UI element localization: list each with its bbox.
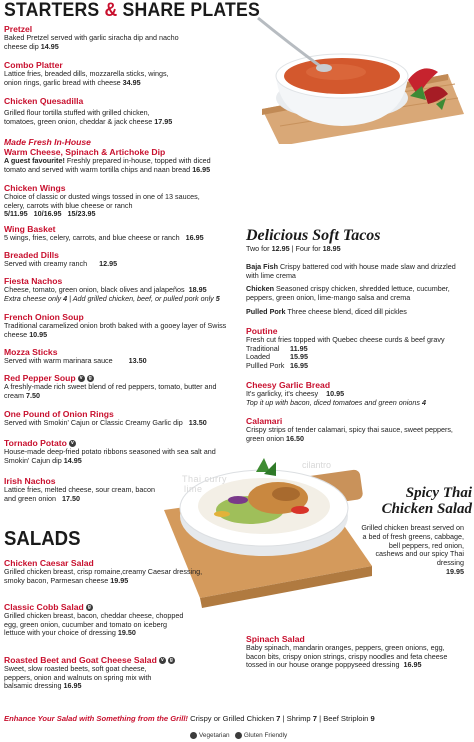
price: 14.95: [40, 41, 59, 51]
menu-item-classic-cobb-salad: Classic Cobb Salad g Grilled chicken breast, bacon, cheddar cheese, chopped egg, green onion, cucumber and tomato on iceberg lettuce with your choice of dressing 19.50: [4, 602, 184, 638]
menu-item-cheesy-garlic-bread: Cheesy Garlic Bread It's garlicky, it's cheesy 10.95 Top it up with bacon, diced tomatoes and green onions 4: [246, 380, 426, 407]
menu-item-wing-basket: Wing Basket 5 wings, fries, celery, carrots, and blue cheese or ranch 16.95: [4, 224, 204, 242]
price: 13.50: [128, 356, 147, 365]
section-title-salads: SALADS: [4, 528, 81, 550]
feature-title-thai-salad: Spicy Thai Chicken Salad: [381, 485, 472, 517]
menu-item-onion-rings: One Pound of Onion Rings Served with Smokin' Cajun or Classic Creamy Garlic dip 13.50: [4, 409, 207, 427]
price: 19.95: [446, 566, 464, 576]
menu-item-beet-goat-cheese-salad: Roasted Beet and Goat Cheese Salad v g Sweet, slow roasted beets, soft goat cheese, peppers, onion and walnuts on spring mix with balsamic dressing 16.95: [4, 655, 173, 691]
menu-item-red-pepper-soup: Red Pepper Soup v g A freshly-made rich sweet blend of red peppers, tomato, butter and cream 7.50: [4, 373, 217, 400]
photo-watermark-cilantro: cilantro: [302, 460, 332, 470]
poutine-price-list: [246, 345, 468, 371]
price: 5/11.95 10/16.95 15/23.95: [4, 209, 96, 219]
price: 19.50: [117, 628, 136, 638]
price: 14.95: [63, 455, 82, 465]
menu-item-mozza-sticks: Mozza Sticks Served with warm marinara sauce 13.50: [4, 347, 147, 365]
price: 19.95: [110, 575, 129, 585]
menu-item-chicken-taco: Chicken Seasoned crispy chicken, shredded lettuce, cucumber, peppers, green onion, lime-mango salsa and crema: [246, 284, 450, 302]
poutine-row-label: Traditional: [246, 343, 280, 353]
price: 16.50: [285, 433, 304, 443]
price: 18.95: [188, 285, 207, 294]
menu-item-chicken-quesadilla: Chicken Quesadilla Grilled flour tortilla stuffed with grilled chicken, tomatoes, green onion, cheddar & jack cheese 17.95: [4, 96, 173, 126]
photo-watermark: Thai curry lime: [182, 474, 228, 494]
menu-item-chicken-wings: Chicken Wings Choice of classic or dusted wings tossed in one of 13 sauces, celery, carrots with blue cheese or ranch 5/11.95 10/16.95 15/23.95: [4, 183, 234, 219]
menu-item-tornado-potato: Tornado Potato v House-made deep-fried potato ribbons seasoned with sea salt and Smokin' Cajun dip 14.95: [4, 438, 216, 465]
price: 12.95: [99, 259, 118, 268]
price: 16.95: [403, 660, 422, 670]
menu-item-spinach-salad: Spinach Salad Baby spinach, mandarin oranges, peppers, green onions, egg, bacon bits, crispy onion strings, crispy noodles and feta cheese tossed in our house orange poppyseed dressing 16.95: [246, 634, 448, 670]
poutine-row-label: Pullled Pork: [246, 360, 285, 370]
soup-photo: [250, 14, 472, 144]
price: 34.95: [122, 77, 141, 87]
menu-item-calamari: Calamari Crispy strips of tender calamari, spicy thai sauce, sweet peppers, green onion 16.50: [246, 416, 453, 443]
vegetarian-icon: v: [69, 440, 76, 447]
price: 10.95: [29, 329, 48, 339]
grill-addons-footer: Enhance Your Salad with Something from the Grill! Crispy or Grilled Chicken 7 | Shrimp 7 | Beef Striploin 9: [4, 714, 375, 723]
price: 16.95: [63, 681, 82, 691]
gluten-friendly-icon: [235, 732, 242, 739]
tacos-pricing: Two for 12.95 | Four for 18.95: [246, 244, 341, 253]
icon-legend: Vegetarian Gluten Friendly: [190, 732, 287, 739]
menu-item-baja-fish-taco: Baja Fish Crispy battered cod with house made slaw and drizzled with lime crema: [246, 262, 456, 280]
vegetarian-icon: v: [159, 657, 166, 664]
price: 10.95: [326, 389, 345, 398]
menu-item-spinach-dip: Made Fresh In-House Warm Cheese, Spinach & Artichoke Dip A guest favourite! Freshly prepared in-house, topped with diced tomato and served with warm tortilla chips and naan bread 16.95: [4, 137, 211, 174]
menu-item-pretzel: Pretzel Baked Pretzel served with garlic siracha dip and nacho cheese dip 14.95: [4, 24, 179, 51]
vegetarian-icon: v: [78, 375, 85, 382]
menu-item-pulled-pork-taco: Pulled Pork Three cheese blend, diced dill pickles: [246, 307, 407, 316]
menu-item-poutine: Poutine Fresh cut fries topped with Quebec cheese curds & beef gravy Traditional 11.95 Loaded 15.95 Pullled Pork 16.95: [246, 326, 468, 370]
price: 17.95: [154, 116, 173, 126]
gluten-friendly-icon: g: [87, 604, 91, 611]
gluten-friendly-icon: g: [169, 657, 173, 664]
price: 16.95: [192, 164, 211, 174]
price: 16.95: [290, 360, 308, 370]
poutine-row: [246, 345, 468, 354]
section-title-starters: STARTERS & SHARE PLATES: [4, 0, 260, 21]
price: 16.95: [185, 233, 204, 242]
price: 11.95: [290, 343, 308, 353]
feature-desc-thai-salad: Grilled chicken breast served on a bed of fresh greens, cabbage, bell peppers, red onion, cashews and our spicy Thai dressing 19.95: [361, 523, 464, 576]
price: 15.95: [290, 352, 308, 362]
poutine-row-label: Loaded: [246, 352, 270, 362]
menu-item-french-onion-soup: French Onion Soup Traditional caramelized onion broth baked with a gooey layer of Swiss cheese 10.95: [4, 312, 227, 339]
price: 13.50: [188, 418, 207, 427]
section-title-tacos: Delicious Soft Tacos: [246, 227, 381, 244]
menu-item-combo-platter: Combo Platter Lattice fries, breaded dills, mozzarella sticks, wings, onion rings, garlic bread with cheese 34.95: [4, 60, 169, 87]
gluten-friendly-icon: g: [88, 375, 92, 382]
menu-item-chicken-caesar-salad: Chicken Caesar Salad Grilled chicken breast, crisp romaine,creamy Caesar dressing, smoky bacon, Parmesan cheese 19.95: [4, 558, 203, 585]
menu-item-fiesta-nachos: Fiesta Nachos Cheese, tomato, green onion, black olives and jalapeños 18.95 Extra cheese only 4 | Add grilled chicken, beef, or pulled pork only 5: [4, 276, 220, 303]
menu-item-breaded-dills: Breaded Dills Served with creamy ranch 12.95: [4, 250, 118, 268]
vegetarian-icon: [190, 732, 197, 739]
menu-item-irish-nachos: Irish Nachos Lattice fries, melted cheese, sour cream, bacon and green onion 17.50: [4, 476, 156, 503]
price: 7.50: [25, 390, 40, 400]
price: 17.50: [61, 493, 80, 503]
poutine-row: [246, 362, 468, 371]
